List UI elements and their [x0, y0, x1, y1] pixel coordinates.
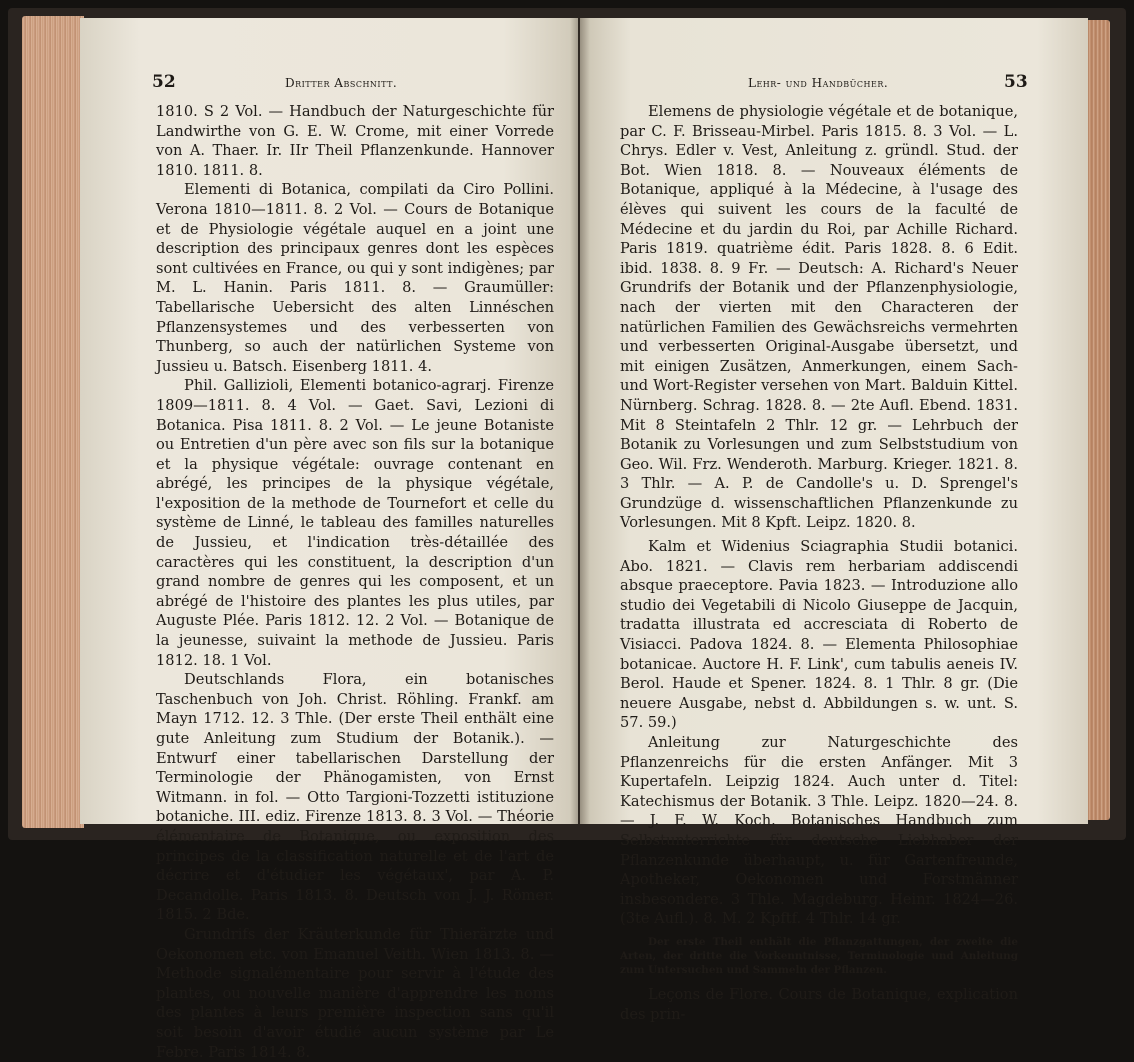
book-gutter [570, 18, 590, 824]
right-page-number: 53 [1004, 72, 1028, 92]
right-text-column [620, 102, 1018, 1024]
footnote-paragraph: Der erste Theil enthält die Pflanzgattungen, der zweite die Arten, der dritte die Vorkenntnisse, Terminologie und Anleitung zum Untersuchen und Sammeln der Pflanzen. [620, 935, 1018, 976]
left-running-header: Dritter Abschnitt. [285, 76, 398, 90]
right-page [580, 18, 1088, 1023]
page-edges-right [1086, 20, 1110, 820]
paragraph: Leçons de Flore. Cours de Botanique, explication des prin- [620, 985, 1018, 1023]
paragraph: Anleitung zur Naturgeschichte des Pflanzenreichs für die ersten Anfänger. Mit 3 Kupertafeln. Leipzig 1824. Auch unter d. Titel: Katechismus der Botanik. 3 Thle. Leipz. 1820—24. 8. — J. F. W. Koch. Botanisches Handbuch zum Selbstunterrichte für deutsche Liebhaber der Pflanzenkunde überhaupt, u. für Gartenfreunde, Apotheker, Oekonomen und Forstmänner insbesondere. 3 Thle. Magdeburg. Heinr. 1824—26. (3te Aufl.). 8. M. 2 Kpftf. 4 Thlr. 14 gr. [620, 734, 1018, 928]
right-running-header: Lehr- und Handbücher. [748, 76, 889, 90]
paragraph: Elementi di Botanica, compilati da Ciro Pollini. Verona 1810—1811. 8. 2 Vol. — Cours de Botanique et de Physiologie végétale auquel en a joint une description des principaux genres dont les espèces sont cultivées en France, ou qui y sont indigènes; par M. L. Hanin. Paris 1811. 8. — Graumüller: Tabellarische Uebersicht des alten Linnéschen Pflanzensystemes und des verbesserten von Thunberg, so auch der natürlichen Systeme von Jussieu u. Batsch. Eisenberg 1811. 4. [156, 181, 554, 375]
left-text-column [156, 102, 554, 1062]
paragraph: Elemens de physiologie végétale et de botanique, par C. F. Brisseau-Mirbel. Paris 1815. 8. 3 Vol. — L. Chrys. Edler v. Vest, Anleitung z. gründl. Stud. der Bot. Wien 1818. 8. — Nouveaux éléments de Botanique, appliqué à la Médecine, à l'usage des élèves qui suivent les cours de la faculté de Médecine et du jardin du Roi, par Achille Richard. Paris 1819. quatrième édit. Paris 1828. 8. 6 Edit. ibid. 1838. 8. 9 Fr. — Deutsch: A. Richard's Neuer Grundrifs der Botanik und der Pflanzenphysiologie, nach der vierten mit den Characteren der natürlichen Familien des Gewächsreichs vermehrten und verbesserten Original-Ausgabe übersetzt, und mit einigen Zusätzen, Anmerkungen, einem Sach- und Wort-Register versehen von Mart. Balduin Kittel. Nürnberg. Schrag. 1828. 8. — 2te Aufl. Ebend. 1831. Mit 8 Steintafeln 2 Thlr. 12 gr. — Lehrbuch der Botanik zu Vorlesungen und zum Selbststudium von Geo. Wil. Frz. Wenderoth. Marburg. Krieger. 1821. 8. 3 Thlr. — A. P. de Candolle's u. D. Sprengel's Grundzüge d. wissenschaftlichen Pflanzenkunde zu Vorlesungen. Mit 8 Kpft. Leipz. 1820. 8. [620, 103, 1018, 532]
paragraph: Kalm et Widenius Sciagraphia Studii botanici. Abo. 1821. — Clavis rem herbariam addiscendi absque praeceptore. Pavia 1823. — Introduzione allo studio dei Vegetabili di Nicolo Giuseppe de Jacquin, tradatta illustrata ed accresciata di Roberto de Visiacci. Padova 1824. 8. — Elementa Philosophiae botanicae. Auctore H. F. Link', cum tabulis aeneis IV. Berol. Haude et Spener. 1824. 8. 1 Thlr. 8 gr. (Die neuere Ausgabe, nebst d. Abbildungen s. w. unt. S. 57. 59.) [620, 538, 1018, 732]
paragraph: Phil. Gallizioli, Elementi botanico-agrarj. Firenze 1809—1811. 8. 4 Vol. — Gaet. Savi, Lezioni di Botanica. Pisa 1811. 8. 2 Vol. — Le jeune Botaniste ou Entretien d'un père avec son fils sur la botanique et la physique végétale: ouvrage contenant en abrégé, les principes de la physique végétale, l'exposition de la methode de Tournefort et celle du système de Linné, le tableau des familles naturelles de Jussieu, et l'indication très-détaillée des caractères qui les constituent, la description d'un grand nombre de genres qui les composent, et un abrégé de l'histoire des plantes les plus utiles, par Auguste Plée. Paris 1812. 12. 2 Vol. — Botanique de la jeunesse, suivaint la methode de Jussieu. Paris 1812. 18. 1 Vol. [156, 377, 554, 669]
paragraph: Grundrifs der Kräuterkunde für Thierärzte und Oekonomen etc. von Emanuel Veith. Wien 1813. 8. — Methode signalémentaire pour servir à l'étude des plantes, ou nouvelle manière d'apprendre les noms des plantes à leurs première inspection sans qu'il soit besoin d'avoir étudié aucun système par Le Febre. Paris 1814. 8. [156, 925, 554, 1061]
paragraph: Deutschlands Flora, ein botanisches Taschenbuch von Joh. Christ. Röhling. Frankf. am Mayn 1712. 12. 3 Thle. (Der erste Theil enthält eine gute Anleitung zum Studium der Botanik.). — Entwurf einer tabellarischen Darstellung der Terminologie der Phänogamisten, von Ernst Witmann. in fol. — Otto Targioni-Tozzetti istituzione botaniche. III. ediz. Firenze 1813. 8. 3 Vol. — Théorie élémentaire de Botanique, ou exposition des principes de la classification naturelle et de l'art de décrire et d'étudier les végétaux', par A. P. Decandolle. Paris 1813. 8. Deutsch von J. J. Römer. 1815. 2 Bde. [156, 671, 554, 924]
paragraph: 1810. S 2 Vol. — Handbuch der Naturgeschichte für Landwirthe von G. E. W. Crome, mit einer Vorrede von A. Thaer. Ir. IIr Theil Pflanzenkunde. Hannover 1810. 1811. 8. [156, 103, 554, 179]
left-page [80, 18, 578, 1061]
left-page-number: 52 [152, 72, 176, 92]
page-edges-left [22, 16, 84, 828]
